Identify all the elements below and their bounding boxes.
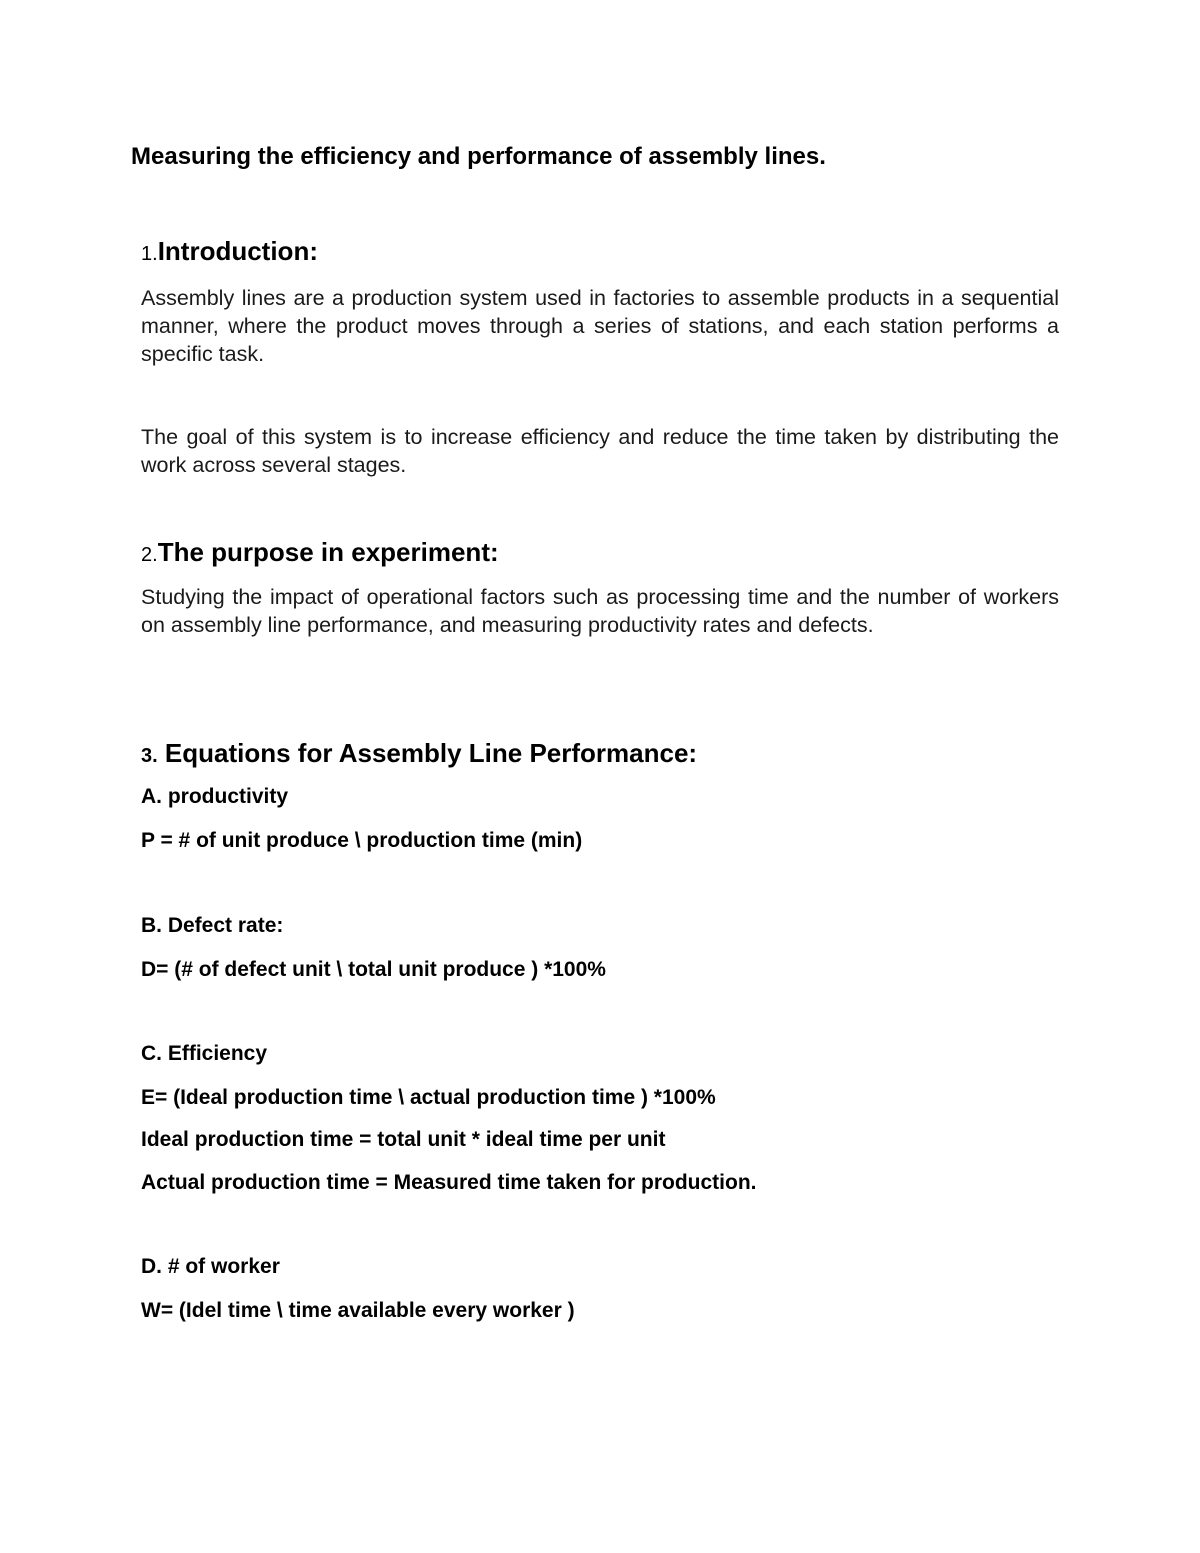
- equation-defect-rate: D= (# of defect unit \ total unit produce ) *100%: [141, 958, 606, 981]
- section-title: The purpose in experiment:: [157, 537, 499, 567]
- document-title: Measuring the efficiency and performance of assembly lines.: [131, 143, 826, 170]
- equation-actual-production-time: Actual production time = Measured time taken for production.: [141, 1171, 757, 1194]
- section-number: 1.: [141, 243, 158, 265]
- equation-workers: W= (Idel time \ time available every worker ): [141, 1299, 575, 1322]
- section-heading-introduction: [141, 238, 318, 265]
- paragraph-purpose: Studying the impact of operational factors such as processing time and the number of workers on assembly line performance, and measuring productivity rates and defects.: [141, 585, 1059, 637]
- equation-label-efficiency: C. Efficiency: [141, 1042, 268, 1065]
- equation-label-defect-rate: B. Defect rate:: [141, 914, 284, 937]
- section-title: Introduction:: [157, 236, 318, 266]
- section-heading-equations: [141, 740, 697, 767]
- paragraph-introduction-1: Assembly lines are a production system used in factories to assemble products in a sequential manner, where the product moves through a series of stations, and each station performs a specific task.: [141, 286, 1059, 366]
- section-title: Equations for Assembly Line Performance:: [157, 738, 698, 768]
- paragraph-introduction-2: The goal of this system is to increase efficiency and reduce the time taken by distributing the work across several stages.: [141, 425, 1059, 477]
- section-number: 3.: [141, 745, 158, 767]
- section-number: 2.: [141, 544, 158, 566]
- section-heading-purpose: [141, 539, 499, 566]
- equation-efficiency: E= (Ideal production time \ actual production time ) *100%: [141, 1086, 716, 1109]
- equation-label-workers: D. # of worker: [141, 1255, 280, 1278]
- equation-productivity: P = # of unit produce \ production time (min): [141, 829, 583, 852]
- equation-label-productivity: A. productivity: [141, 785, 289, 808]
- equation-ideal-production-time: Ideal production time = total unit * ideal time per unit: [141, 1128, 666, 1151]
